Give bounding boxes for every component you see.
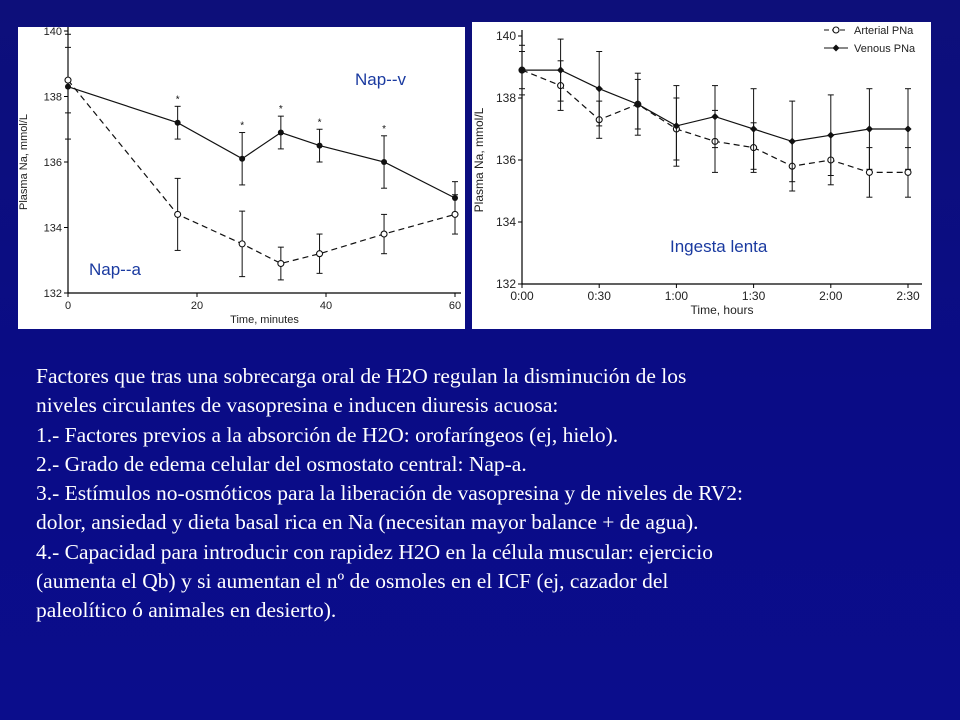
y-axis-label: Plasma Na, mmol/L	[472, 107, 486, 213]
significance-mark: *	[278, 104, 283, 116]
text-line: Factores que tras una sobrecarga oral de H2O regulan la disminución de los	[36, 364, 687, 388]
text-line: 2.- Grado de edema celular del osmostato central: Nap-a.	[36, 451, 527, 476]
text-line: 3.- Estímulos no-osmóticos para la liberación de vasopresina y de niveles de RV2:	[36, 481, 744, 506]
data-point	[278, 261, 284, 267]
text-line: niveles circulantes de vasopresina e inducen diuresis acuosa:	[36, 393, 559, 418]
y-tick-label: 132	[495, 277, 516, 291]
y-tick-label: 134	[43, 222, 62, 235]
y-tick-label: 136	[495, 153, 516, 167]
x-tick-label: 1:00	[664, 289, 689, 303]
data-point	[175, 211, 181, 217]
data-point	[866, 169, 872, 175]
x-tick-label: 40	[319, 300, 333, 312]
x-axis-label: Time, hours	[690, 303, 754, 317]
y-axis-label: Plasma Na, mmol/L	[18, 114, 30, 210]
data-point	[866, 125, 873, 132]
x-tick-label: 20	[190, 300, 204, 312]
data-point	[175, 120, 181, 126]
x-tick-label: 60	[448, 300, 462, 312]
significance-mark: *	[382, 123, 387, 135]
chart-panel-minutes	[18, 27, 465, 329]
data-point	[596, 85, 603, 92]
data-point	[557, 67, 564, 74]
data-point	[789, 138, 796, 145]
annotation-nap-v: Nap--v	[355, 70, 407, 89]
data-point	[904, 125, 911, 132]
text-line: 4.- Capacidad para introducir con rapidez H2O en la célula muscular: ejercicio	[36, 539, 713, 564]
y-tick-label: 136	[43, 157, 62, 169]
data-point	[65, 77, 71, 83]
data-point	[381, 231, 387, 237]
legend-marker-arterial	[833, 27, 839, 33]
data-point	[452, 211, 458, 217]
data-point	[317, 143, 323, 149]
y-tick-label: 140	[495, 29, 516, 43]
text-line: paleolítico ó animales en desierto).	[36, 598, 337, 623]
y-tick-label: 134	[495, 215, 516, 229]
chart-minutes	[18, 27, 465, 329]
significance-mark: *	[317, 117, 322, 129]
data-point	[827, 132, 834, 139]
annotation-ingesta-lenta: Ingesta lenta	[670, 237, 768, 256]
text-line: (aumenta el Qb) y si aumentan el nº de osmoles en el ICF (ej, cazador del	[36, 569, 669, 594]
annotation-nap-a: Nap--a	[89, 260, 141, 279]
chart-hours	[472, 22, 931, 329]
text-line: 1.- Factores previos a la absorción de H2O: orofaríngeos (ej, hielo).	[36, 422, 619, 447]
significance-mark: *	[175, 94, 180, 106]
series-line-0	[68, 87, 455, 198]
data-point	[905, 169, 911, 175]
data-point	[711, 113, 718, 120]
data-point	[518, 67, 525, 74]
data-point	[239, 156, 245, 162]
x-axis-label: Time, minutes	[230, 314, 299, 326]
data-point	[317, 251, 323, 257]
data-point	[634, 101, 641, 108]
x-tick-label: 2:30	[896, 289, 920, 303]
data-point	[750, 125, 757, 132]
y-tick-label: 140	[43, 27, 62, 38]
text-line: dolor, ansiedad y dieta basal rica en Na (necesitan mayor balance + de agua).	[36, 510, 699, 535]
x-tick-label: 2:00	[819, 289, 843, 303]
y-tick-label: 138	[43, 91, 62, 104]
data-point	[381, 159, 387, 165]
y-tick-label: 132	[43, 288, 62, 300]
significance-mark: *	[240, 120, 245, 132]
explanation-text	[36, 362, 936, 626]
x-tick-label: 0:30	[587, 289, 611, 303]
x-tick-label: 1:30	[741, 289, 766, 303]
chart-panel-hours	[472, 22, 931, 329]
legend-label-arterial: Arterial PNa	[854, 25, 914, 37]
series-line-1	[68, 80, 455, 263]
x-tick-label: 0	[64, 300, 72, 312]
legend-label-venous: Venous PNa	[854, 43, 916, 55]
legend-marker-venous	[833, 45, 840, 52]
y-tick-label: 138	[495, 91, 516, 105]
data-point	[278, 130, 284, 136]
data-point	[239, 241, 245, 247]
x-tick-label: 0:00	[510, 289, 534, 303]
